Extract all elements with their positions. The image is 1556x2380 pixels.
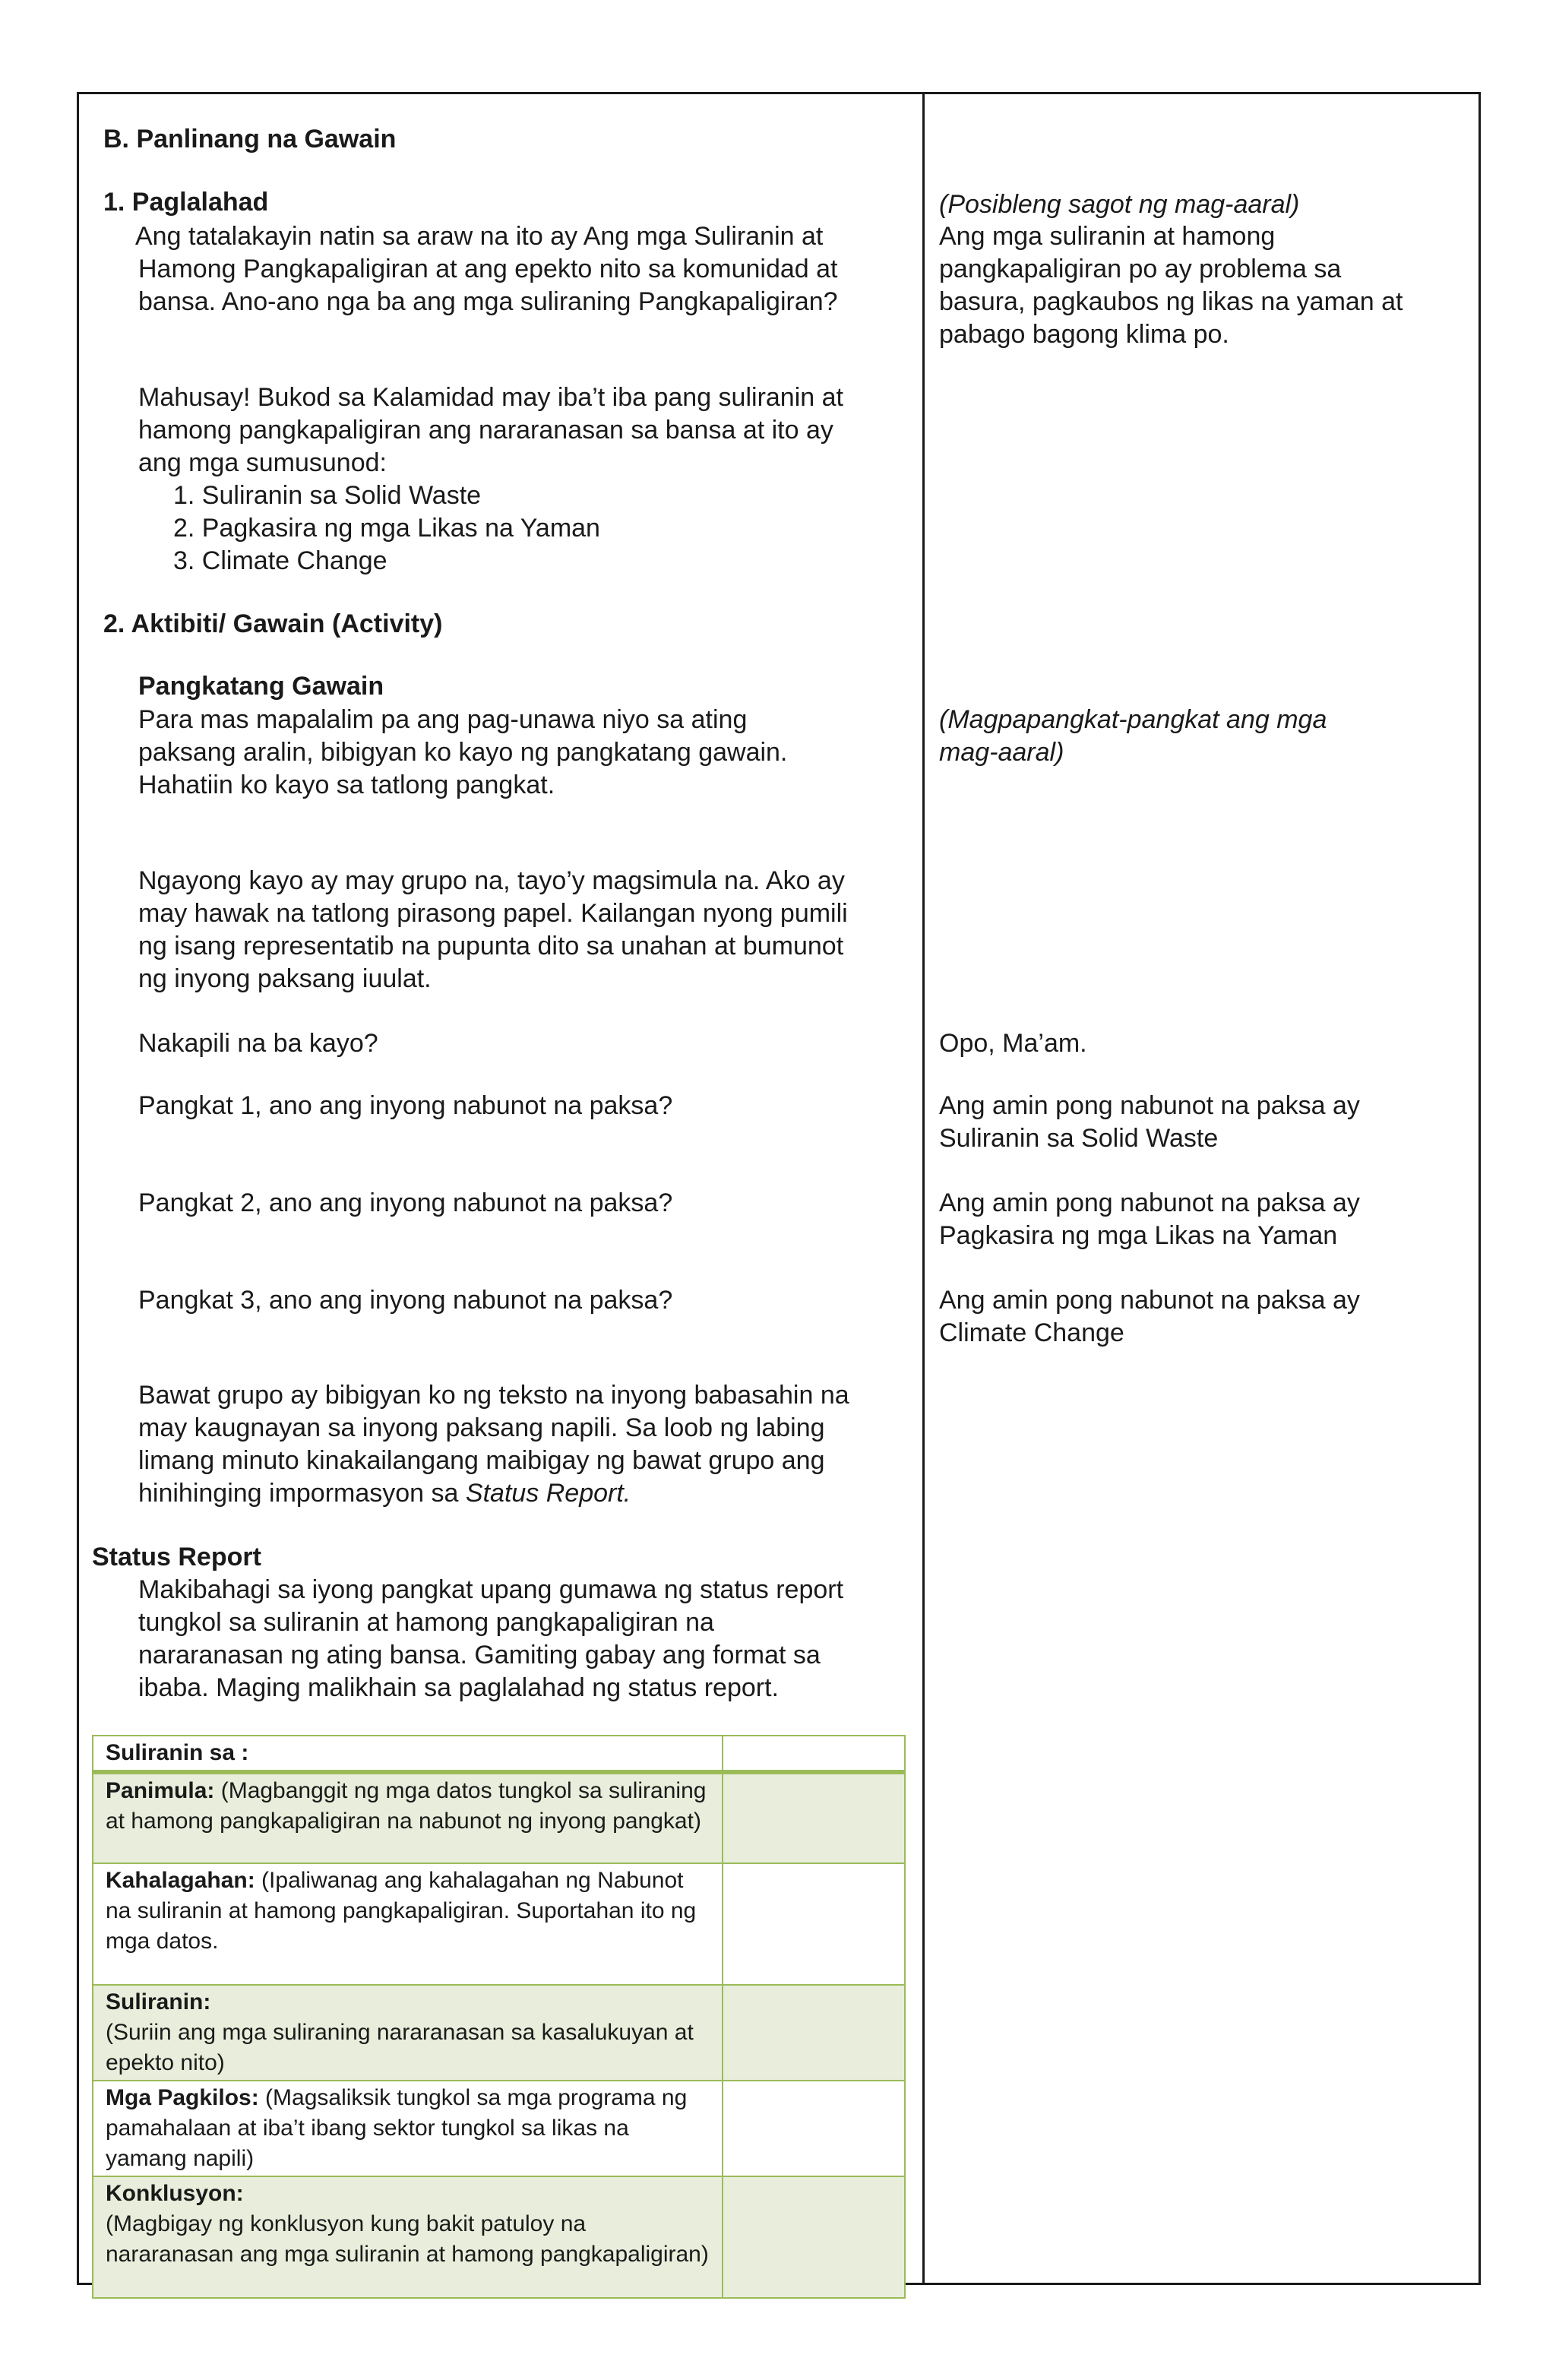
ngayong-line: ng isang representatib na pupunta dito sa unahan at bumunot <box>138 932 844 961</box>
opo-answer: Opo, Ma’am. <box>939 1029 1087 1058</box>
paglalahad-heading: 1. Paglalahad <box>103 188 269 217</box>
table-row <box>93 1772 905 1863</box>
list-item: 1. Suliranin sa Solid Waste <box>173 481 482 510</box>
posible-sagot-label: (Posibleng sagot ng mag-aaral) <box>939 190 1300 219</box>
table-cell <box>93 1736 723 1772</box>
bawat-line: limang minuto kinakailangang maibigay ng bawat grupo ang <box>138 1446 825 1475</box>
kahalagahan-text: (Ipaliwanag ang kahalagahan ng Nabunot na suliranin at hamong pangkapaligiran. Suportahan ito ng mga datos. <box>106 1868 697 1954</box>
paglalahad-line: Ang tatalakayin natin sa araw na ito ay Ang mga Suliranin at <box>135 222 824 251</box>
status-line: ibaba. Maging malikhain sa paglalahad ng status report. <box>138 1673 779 1702</box>
table-cell-blank <box>723 1863 905 1985</box>
table-cell-blank <box>723 1736 905 1772</box>
table-cell <box>93 1863 723 1985</box>
status-report-emphasis: Status Report. <box>465 1479 631 1508</box>
table-cell-blank <box>723 2081 905 2176</box>
pangkatang-line: Para mas mapalalim pa ang pag-unawa niyo sa ating <box>138 705 748 734</box>
status-report-heading: Status Report <box>92 1543 261 1571</box>
table-cell <box>93 2176 723 2298</box>
table-cell-blank <box>723 1985 905 2081</box>
pangkat3-question: Pangkat 3, ano ang inyong nabunot na paksa? <box>138 1286 673 1315</box>
pangkatang-line: Hahatiin ko kayo sa tatlong pangkat. <box>138 771 555 799</box>
mga-pagkilos-label: Mga Pagkilos: <box>106 2085 259 2110</box>
posible-sagot-line: basura, pagkaubos ng likas na yaman at <box>939 287 1403 316</box>
kahalagahan-label: Kahalagahan: <box>106 1868 255 1893</box>
mahusay-line: hamong pangkapaligiran ang nararanasan sa bansa at ito ay <box>138 416 833 445</box>
table-row <box>93 1985 905 2081</box>
pangkat2-answer: Ang amin pong nabunot na paksa ay <box>939 1188 1360 1217</box>
pangkat2-question: Pangkat 2, ano ang inyong nabunot na paksa? <box>138 1188 673 1217</box>
suliranin-sa-label: Suliranin sa : <box>106 1740 249 1765</box>
bawat-line-last <box>138 1477 631 1510</box>
panimula-label: Panimula: <box>106 1778 215 1803</box>
list-item: 3. Climate Change <box>173 546 387 575</box>
status-report-table <box>92 1735 906 2299</box>
table-cell <box>93 1772 723 1863</box>
nakapili-question: Nakapili na ba kayo? <box>138 1029 378 1058</box>
bawat-line: may kaugnayan sa inyong paksang napili. Sa loob ng labing <box>138 1413 825 1442</box>
list-item: 2. Pagkasira ng mga Likas na Yaman <box>173 514 600 543</box>
table-cell <box>93 2081 723 2176</box>
table-row <box>93 2081 905 2176</box>
pangkat1-answer: Ang amin pong nabunot na paksa ay <box>939 1091 1360 1120</box>
posible-sagot-line: pabago bagong klima po. <box>939 320 1229 349</box>
mahusay-line: Mahusay! Bukod sa Kalamidad may iba’t iba pang suliranin at <box>138 383 843 412</box>
ngayong-line: ng inyong paksang iuulat. <box>138 964 432 993</box>
posible-sagot-line: pangkapaligiran po ay problema sa <box>939 255 1342 283</box>
table-row <box>93 1863 905 1985</box>
konklusyon-label: Konklusyon: <box>106 2181 244 2206</box>
ngayong-line: may hawak na tatlong pirasong papel. Kailangan nyong pumili <box>138 899 848 928</box>
posible-sagot-line: Ang mga suliranin at hamong <box>939 222 1276 251</box>
bawat-line: Bawat grupo ay bibigyan ko ng teksto na inyong babasahin na <box>138 1381 849 1410</box>
table-cell <box>93 1985 723 2081</box>
paglalahad-line: Hamong Pangkapaligiran at ang epekto nito sa komunidad at <box>138 255 838 283</box>
bawat-last-text: hinihinging impormasyon sa <box>138 1479 466 1508</box>
table-row <box>93 1736 905 1772</box>
konklusyon-text: (Magbigay ng konklusyon kung bakit patuloy na nararanasan ang mga suliranin at hamong pangkapaligiran) <box>106 2211 709 2267</box>
pangkat1-question: Pangkat 1, ano ang inyong nabunot na paksa? <box>138 1091 673 1120</box>
status-line: nararanasan ng ating bansa. Gamiting gabay ang format sa <box>138 1641 821 1669</box>
mga-pagkilos-text: (Magsaliksik tungkol sa mga programa ng pamahalaan at iba’t ibang sektor tungkol sa likas na yamang napili) <box>106 2085 688 2171</box>
pangkat3-answer: Ang amin pong nabunot na paksa ay <box>939 1286 1360 1315</box>
aktibiti-heading: 2. Aktibiti/ Gawain (Activity) <box>103 609 443 638</box>
pangkatang-line: paksang aralin, bibigyan ko kayo ng pangkatang gawain. <box>138 738 788 767</box>
magpapangkat-line: mag-aaral) <box>939 738 1064 767</box>
pangkat2-answer: Pagkasira ng mga Likas na Yaman <box>939 1221 1338 1250</box>
table-row <box>93 2176 905 2298</box>
mahusay-line: ang mga sumusunod: <box>138 448 387 477</box>
pangkat1-answer: Suliranin sa Solid Waste <box>939 1124 1219 1153</box>
magpapangkat-line: (Magpapangkat-pangkat ang mga <box>939 705 1327 734</box>
suliranin-text: (Suriin ang mga suliraning nararanasan sa kasalukuyan at epekto nito) <box>106 2020 694 2075</box>
status-line: tungkol sa suliranin at hamong pangkapaligiran na <box>138 1608 714 1637</box>
paglalahad-line: bansa. Ano-ano nga ba ang mga suliraning Pangkapaligiran? <box>138 287 838 316</box>
table-cell-blank <box>723 2176 905 2298</box>
pangkatang-heading: Pangkatang Gawain <box>138 672 384 701</box>
section-title: B. Panlinang na Gawain <box>103 125 397 153</box>
column-divider <box>922 92 925 2285</box>
table-cell-blank <box>723 1772 905 1863</box>
suliranin-label: Suliranin: <box>106 1989 211 2014</box>
pangkat3-answer: Climate Change <box>939 1318 1124 1347</box>
panimula-text: (Magbanggit ng mga datos tungkol sa suliraning at hamong pangkapaligiran na nabunot ng inyong pangkat) <box>106 1778 707 1834</box>
ngayong-line: Ngayong kayo ay may grupo na, tayo’y magsimula na. Ako ay <box>138 866 845 895</box>
status-line: Makibahagi sa iyong pangkat upang gumawa ng status report <box>138 1575 844 1604</box>
